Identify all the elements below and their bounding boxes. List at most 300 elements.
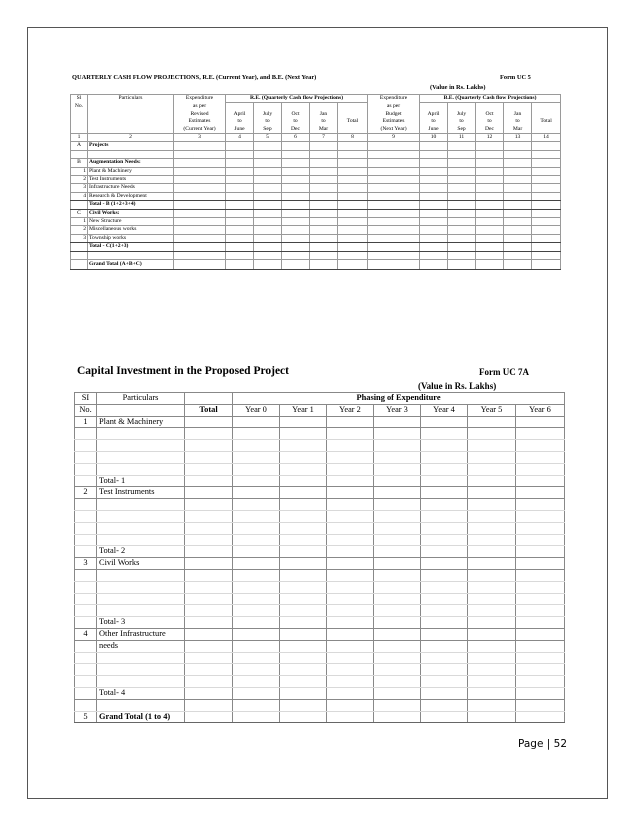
table-cell — [476, 176, 504, 184]
table-cell — [368, 167, 420, 175]
table-cell — [504, 251, 532, 259]
table-cell — [280, 569, 327, 581]
table-cell — [468, 499, 516, 511]
table-cell — [420, 251, 448, 259]
table-cell — [282, 201, 310, 209]
table-cell — [516, 699, 565, 711]
table-cell — [468, 569, 516, 581]
form-uc5-title: QUARTERLY CASH FLOW PROJECTIONS, R.E. (Current Year), and B.E. (Next Year) — [72, 74, 317, 81]
table-cell — [504, 243, 532, 251]
table-cell — [532, 167, 561, 175]
table-cell — [374, 652, 421, 664]
table-row: 2 Miscellaneous works — [71, 226, 561, 234]
table-cell — [421, 581, 468, 593]
table-cell — [97, 676, 185, 688]
table-cell — [254, 176, 282, 184]
header-phasing: Phasing of Expenditure — [233, 393, 565, 405]
table-cell — [374, 664, 421, 676]
table-cell — [374, 617, 421, 629]
table-cell — [468, 546, 516, 558]
table-cell — [468, 428, 516, 440]
table-cell — [254, 243, 282, 251]
column-number-row: 1 2 3 4 5 6 7 8 9 10 11 12 13 14 — [71, 134, 561, 142]
table-cell — [516, 640, 565, 652]
table-cell — [368, 201, 420, 209]
table-cell — [233, 569, 280, 581]
table-cell — [233, 487, 280, 499]
table-cell — [532, 209, 561, 217]
table-cell — [421, 416, 468, 428]
table-cell — [310, 150, 338, 158]
table-cell — [233, 475, 280, 487]
table-cell — [174, 209, 226, 217]
table-cell — [327, 711, 374, 723]
table-cell — [504, 209, 532, 217]
table-cell — [421, 652, 468, 664]
capital-investment-table — [74, 392, 565, 723]
table-cell — [504, 218, 532, 226]
table-cell — [476, 234, 504, 242]
table-cell — [226, 251, 254, 259]
table-cell — [338, 243, 368, 251]
table-cell — [75, 687, 97, 699]
table-cell — [185, 416, 233, 428]
table-cell — [374, 440, 421, 452]
table-cell — [71, 243, 88, 251]
table-row — [75, 593, 565, 605]
table-cell — [374, 499, 421, 511]
table-cell — [174, 260, 226, 270]
table-cell — [226, 243, 254, 251]
table-cell — [374, 593, 421, 605]
table-cell — [468, 522, 516, 534]
table-cell — [174, 201, 226, 209]
table-row: Total- 3 — [75, 617, 565, 629]
table-cell — [310, 184, 338, 192]
table-cell — [504, 201, 532, 209]
table-cell — [516, 617, 565, 629]
table-cell — [420, 234, 448, 242]
table-cell — [226, 184, 254, 192]
table-cell — [97, 652, 185, 664]
table-cell — [516, 475, 565, 487]
table-cell — [421, 664, 468, 676]
table-cell — [516, 593, 565, 605]
table-cell — [97, 522, 185, 534]
table-cell — [282, 176, 310, 184]
table-cell — [468, 640, 516, 652]
table-cell — [516, 676, 565, 688]
table-cell — [516, 687, 565, 699]
table-cell — [233, 617, 280, 629]
table-cell — [185, 440, 233, 452]
table-cell — [468, 593, 516, 605]
table-cell — [97, 605, 185, 617]
table-cell — [516, 534, 565, 546]
table-cell — [280, 499, 327, 511]
table-cell — [468, 451, 516, 463]
table-cell — [327, 628, 374, 640]
table-cell — [368, 218, 420, 226]
header-be-group: B.E. (Quarterly Cash flow Projections) — [420, 95, 561, 103]
table-row — [75, 581, 565, 593]
table-cell — [185, 510, 233, 522]
table-cell — [254, 167, 282, 175]
table-cell — [421, 687, 468, 699]
table-header-row: Revised April July Oct Jan Budget April July Oct Jan — [71, 111, 561, 118]
table-cell — [421, 451, 468, 463]
table-cell — [327, 605, 374, 617]
table-row — [75, 569, 565, 581]
table-cell — [516, 487, 565, 499]
table-cell — [310, 201, 338, 209]
table-cell — [226, 142, 254, 150]
table-cell — [282, 150, 310, 158]
table-cell — [368, 260, 420, 270]
table-cell — [226, 234, 254, 242]
table-cell — [448, 234, 476, 242]
table-cell — [327, 416, 374, 428]
table-cell — [420, 167, 448, 175]
table-cell — [226, 176, 254, 184]
form-uc7a — [74, 360, 564, 723]
table-cell — [280, 605, 327, 617]
table-cell — [338, 209, 368, 217]
table-cell — [420, 159, 448, 167]
table-row: A Projects — [71, 142, 561, 150]
table-cell — [338, 260, 368, 270]
table-cell — [448, 226, 476, 234]
table-cell — [280, 664, 327, 676]
table-cell — [374, 628, 421, 640]
table-cell — [374, 605, 421, 617]
table-cell — [226, 226, 254, 234]
table-cell — [368, 192, 420, 200]
table-cell — [368, 176, 420, 184]
table-cell — [226, 167, 254, 175]
table-cell — [421, 463, 468, 475]
table-cell — [280, 558, 327, 570]
table-cell — [468, 475, 516, 487]
table-cell — [282, 251, 310, 259]
table-cell — [338, 184, 368, 192]
table-cell — [532, 260, 561, 270]
table-cell — [468, 676, 516, 688]
table-cell — [233, 699, 280, 711]
table-cell — [282, 226, 310, 234]
table-row: Total- 4 — [75, 687, 565, 699]
table-cell — [476, 192, 504, 200]
table-cell — [516, 428, 565, 440]
table-cell — [233, 463, 280, 475]
table-cell — [75, 463, 97, 475]
table-row: 4 Research & Development — [71, 192, 561, 200]
table-cell — [516, 463, 565, 475]
table-cell — [421, 510, 468, 522]
table-row: Total- 2 — [75, 546, 565, 558]
table-row — [75, 499, 565, 511]
table-cell — [420, 260, 448, 270]
table-cell — [280, 440, 327, 452]
table-cell — [504, 260, 532, 270]
form-uc7a-value-note: (Value in Rs. Lakhs) — [418, 381, 497, 391]
table-cell — [448, 150, 476, 158]
table-cell — [71, 201, 88, 209]
table-cell — [420, 243, 448, 251]
table-cell — [516, 605, 565, 617]
form-uc7a-number: Form UC 7A — [479, 367, 529, 377]
table-cell — [421, 499, 468, 511]
table-cell — [97, 451, 185, 463]
table-cell — [338, 176, 368, 184]
table-cell — [185, 569, 233, 581]
table-cell — [468, 687, 516, 699]
table-cell — [338, 251, 368, 259]
table-cell — [75, 676, 97, 688]
table-cell — [280, 522, 327, 534]
table-cell — [448, 209, 476, 217]
table-cell — [310, 176, 338, 184]
table-cell — [421, 711, 468, 723]
table-row — [75, 534, 565, 546]
table-cell — [97, 428, 185, 440]
table-cell — [448, 201, 476, 209]
table-cell — [374, 569, 421, 581]
table-cell — [374, 487, 421, 499]
table-cell — [516, 451, 565, 463]
table-cell — [374, 510, 421, 522]
table-cell — [75, 510, 97, 522]
table-cell — [185, 628, 233, 640]
table-cell — [174, 218, 226, 226]
table-cell — [97, 534, 185, 546]
table-cell — [174, 226, 226, 234]
table-cell — [233, 640, 280, 652]
table-cell — [226, 218, 254, 226]
table-cell — [254, 234, 282, 242]
table-cell — [368, 234, 420, 242]
table-cell — [532, 150, 561, 158]
table-cell — [233, 593, 280, 605]
table-cell — [476, 150, 504, 158]
table-cell — [233, 440, 280, 452]
table-cell — [185, 687, 233, 699]
table-row: 2 Test Instruments — [75, 487, 565, 499]
table-cell — [468, 581, 516, 593]
table-cell — [226, 150, 254, 158]
table-cell — [516, 711, 565, 723]
table-cell — [476, 209, 504, 217]
table-cell — [476, 243, 504, 251]
table-cell — [476, 142, 504, 150]
form-uc7a-header — [74, 360, 564, 392]
table-cell — [420, 201, 448, 209]
table-cell — [174, 184, 226, 192]
table-cell — [233, 534, 280, 546]
table-cell — [448, 159, 476, 167]
table-cell — [185, 581, 233, 593]
table-cell — [448, 243, 476, 251]
page-number: Page | 52 — [518, 738, 567, 750]
table-cell — [97, 699, 185, 711]
table-cell — [327, 676, 374, 688]
table-cell — [421, 487, 468, 499]
table-cell — [468, 534, 516, 546]
table-cell — [421, 699, 468, 711]
table-cell — [97, 569, 185, 581]
table-cell — [97, 510, 185, 522]
table-cell — [233, 428, 280, 440]
table-row: needs — [75, 640, 565, 652]
table-cell — [75, 605, 97, 617]
table-cell — [327, 463, 374, 475]
table-cell — [282, 184, 310, 192]
table-header-row: No. as per as per — [71, 103, 561, 111]
table-cell — [448, 184, 476, 192]
table-cell — [504, 150, 532, 158]
table-cell — [368, 159, 420, 167]
table-cell — [368, 251, 420, 259]
table-cell — [97, 581, 185, 593]
table-header-row: No. Total Year 0 Year 1 Year 2 Year 3 Year 4 Year 5 Year 6 — [75, 404, 565, 416]
table-cell — [421, 428, 468, 440]
table-cell — [327, 617, 374, 629]
table-cell — [174, 251, 226, 259]
table-cell — [516, 522, 565, 534]
table-cell — [374, 463, 421, 475]
table-cell — [280, 451, 327, 463]
table-cell — [185, 652, 233, 664]
table-row: Grand Total (A+B+C) — [71, 260, 561, 270]
table-cell — [421, 569, 468, 581]
table-row: Total- 1 — [75, 475, 565, 487]
header-exp-re: Expenditure — [174, 95, 226, 103]
table-cell — [516, 510, 565, 522]
table-cell — [421, 558, 468, 570]
table-cell — [504, 142, 532, 150]
table-cell — [280, 687, 327, 699]
table-cell — [368, 184, 420, 192]
table-cell — [185, 605, 233, 617]
table-cell — [185, 522, 233, 534]
table-cell — [254, 150, 282, 158]
table-cell — [516, 664, 565, 676]
table-cell — [516, 581, 565, 593]
table-cell — [468, 416, 516, 428]
table-header-row — [71, 95, 561, 103]
table-cell — [310, 167, 338, 175]
table-cell — [374, 687, 421, 699]
table-cell — [327, 499, 374, 511]
header-sl: Sl — [71, 95, 88, 103]
table-cell — [280, 510, 327, 522]
table-cell — [185, 393, 233, 405]
table-cell — [282, 209, 310, 217]
table-cell — [233, 558, 280, 570]
table-cell — [310, 260, 338, 270]
table-cell — [448, 142, 476, 150]
table-cell — [421, 605, 468, 617]
table-cell — [282, 142, 310, 150]
table-cell — [75, 569, 97, 581]
table-cell — [421, 534, 468, 546]
table-cell — [75, 499, 97, 511]
table-cell — [327, 451, 374, 463]
table-cell — [233, 499, 280, 511]
table-cell — [310, 142, 338, 150]
form-uc5-number: Form UC 5 — [500, 74, 531, 81]
table-cell — [476, 218, 504, 226]
table-cell — [374, 558, 421, 570]
table-cell — [421, 440, 468, 452]
form-uc5-header — [70, 70, 560, 94]
table-cell — [185, 428, 233, 440]
table-cell — [75, 440, 97, 452]
table-cell — [75, 652, 97, 664]
table-cell — [504, 226, 532, 234]
table-cell — [420, 142, 448, 150]
table-cell — [185, 640, 233, 652]
table-cell — [280, 628, 327, 640]
header-exp-be: Expenditure — [368, 95, 420, 103]
table-row: Total - C(1+2+3) — [71, 243, 561, 251]
header-re-total: Total — [338, 118, 368, 125]
table-cell — [327, 546, 374, 558]
header-no: No. — [75, 404, 97, 416]
table-cell — [421, 628, 468, 640]
table-cell — [532, 251, 561, 259]
table-cell — [280, 428, 327, 440]
table-cell — [327, 581, 374, 593]
table-cell — [185, 664, 233, 676]
table-row: 5 Grand Total (1 to 4) — [75, 711, 565, 723]
table-cell — [254, 192, 282, 200]
table-row: 1 Plant & Machinery — [75, 416, 565, 428]
table-cell — [374, 451, 421, 463]
table-cell — [516, 652, 565, 664]
table-cell — [75, 428, 97, 440]
table-row: C Civil Works: — [71, 209, 561, 217]
table-cell — [310, 209, 338, 217]
table-cell — [174, 192, 226, 200]
table-cell — [476, 167, 504, 175]
table-cell — [532, 184, 561, 192]
table-cell — [327, 475, 374, 487]
table-cell — [327, 593, 374, 605]
header-re-group: R.E. (Quarterly Cash flow Projections) — [226, 95, 368, 103]
table-cell — [516, 628, 565, 640]
table-cell — [338, 159, 368, 167]
table-cell — [421, 617, 468, 629]
table-cell — [374, 699, 421, 711]
table-cell — [97, 440, 185, 452]
table-cell — [310, 159, 338, 167]
table-cell — [368, 243, 420, 251]
table-cell — [75, 534, 97, 546]
table-row — [75, 440, 565, 452]
table-cell — [374, 546, 421, 558]
table-cell — [233, 687, 280, 699]
table-cell — [254, 184, 282, 192]
table-cell — [532, 218, 561, 226]
table-cell — [476, 251, 504, 259]
table-header-row — [75, 393, 565, 405]
table-cell — [374, 416, 421, 428]
table-cell — [374, 534, 421, 546]
table-cell — [327, 487, 374, 499]
table-cell — [97, 593, 185, 605]
table-cell — [420, 209, 448, 217]
